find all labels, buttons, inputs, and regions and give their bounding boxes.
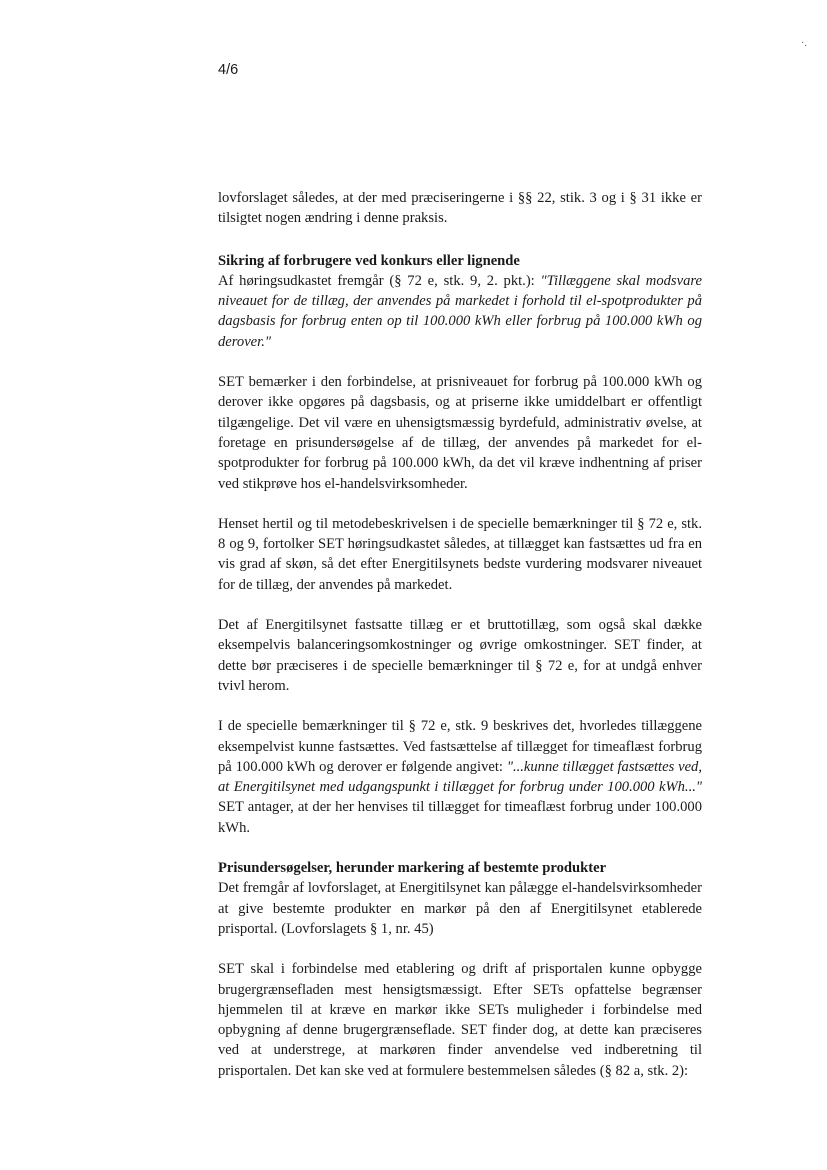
paragraph-8: SET skal i forbindelse med etablering og drift af prisportalen kunne opbygge brugergrænsefladen mest hensigtsmæssigt. Efter SETs opfattelse begrænser hjemmelen til at kræve en markør ikke SETs muligheder i forbindelse med opbygning af denne brugergrænseflade. SET finder dog, at dette kan præciseres ved at understrege, at markøren finder anvendelse ved indberetning til prisportalen. Det kan ske ved at formulere bestemmelsen således (§ 82 a, stk. 2):	[218, 961, 702, 1079]
paragraph-6-quote: "...kunne tillægget fastsættes ved, at Energitilsynet med udgangspunkt i tillægget for forbrug under 100.000 kWh..."	[218, 758, 702, 796]
scan-speck: ·.	[801, 38, 807, 49]
section-heading-consumer-protection: Sikring af forbrugere ved konkurs eller lignende	[218, 252, 520, 269]
paragraph-3: SET bemærker i den forbindelse, at prisniveauet for forbrug på 100.000 kWh og derover ikke opgøres på dagsbasis, og at priserne ikke umiddelbart er offentligt tilgængelige. Det vil være en uhensigtsmæssig byrdefuld, administrativ øvelse, at foretage en prisundersøgelse af de tillæg, der anvendes på markedet for el-spotprodukter for forbrug på 100.000 kWh, da det vil kræve indhentning af priser ved stikprøve hos el-handelsvirksomheder.	[218, 374, 702, 492]
paragraph-2-quote: "Tillæggene skal modsvare niveauet for de tillæg, der anvendes på markedet i forhold til el-spotprodukter på dagsbasis for forbrug enten op til 100.000 kWh eller forbrug på 100.000 kWh og derover."	[218, 272, 702, 350]
paragraph-4: Henset hertil og til metodebeskrivelsen i de specielle bemærkninger til § 72 e, stk. 8 og 9, fortolker SET høringsudkastet således, at tillægget kan fastsættes ud fra en vis grad af skøn, så det efter Energitilsynets bedste vurdering modsvarer niveauet for de tillæg, der anvendes på markedet.	[218, 515, 702, 593]
paragraph-1: lovforslaget således, at der med præciseringerne i §§ 22, stik. 3 og i § 31 ikke er tilsigtet nogen ændring i denne praksis.	[218, 190, 702, 227]
paragraph-7: Det fremgår af lovforslaget, at Energitilsynet kan pålægge el-handelsvirksomheder at give bestemte produkter en markør på den af Energitilsynet etablerede prisportal. (Lovforslagets § 1, nr. 45)	[218, 880, 702, 937]
paragraph-6-outro: SET antager, at der her henvises til tillægget for timeaflæst forbrug under 100.000 kWh.	[218, 799, 702, 836]
document-body	[218, 188, 702, 1081]
paragraph-6	[218, 716, 702, 838]
page-number: 4/6	[218, 62, 239, 78]
section-heading-price-surveys: Prisundersøgelser, herunder markering af bestemte produkter	[218, 860, 607, 877]
paragraph-5: Det af Energitilsynet fastsatte tillæg er et bruttotillæg, som også skal dække eksempelvis balanceringsomkostninger og øvrige omkostninger. SET finder, at dette bør præciseres i de specielle bemærkninger til § 72 e, for at undgå enhver tvivl herom.	[218, 617, 702, 694]
paragraph-6-intro: I de specielle bemærkninger til § 72 e, stk. 9 beskrives det, hvorledes tillæggene eksempelvist kunne fastsættes. Ved fastsættelse af tillægget for timeaflæst forbrug på 100.000 kWh og derover er følgende angivet:	[218, 718, 702, 775]
paragraph-2-intro: Af høringsudkastet fremgår (§ 72 e, stk. 9, 2. pkt.):	[218, 272, 541, 289]
paragraph-2	[218, 271, 702, 352]
